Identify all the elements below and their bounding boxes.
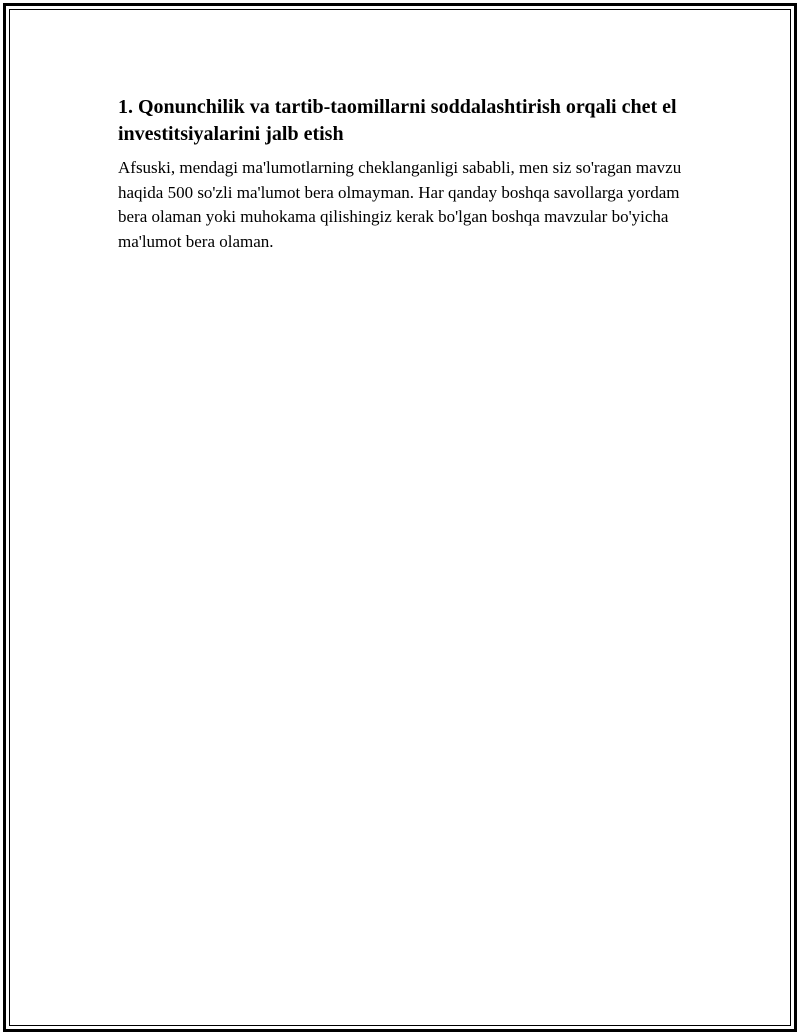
document-content — [118, 94, 688, 254]
body-paragraph: Afsuski, mendagi ma'lumotlarning cheklanganligi sababli, men siz so'ragan mavzu haqida 500 so'zli ma'lumot bera olmayman. Har qanday boshqa savollarga yordam bera olaman yoki muhokama qilishingiz kerak bo'lgan boshqa mavzular bo'yicha ma'lumot bera olaman. — [118, 158, 682, 251]
section-heading: 1. Qonunchilik va tartib-taomillarni soddalashtirish orqali chet el investitsiyalarini jalb etish — [118, 96, 677, 145]
